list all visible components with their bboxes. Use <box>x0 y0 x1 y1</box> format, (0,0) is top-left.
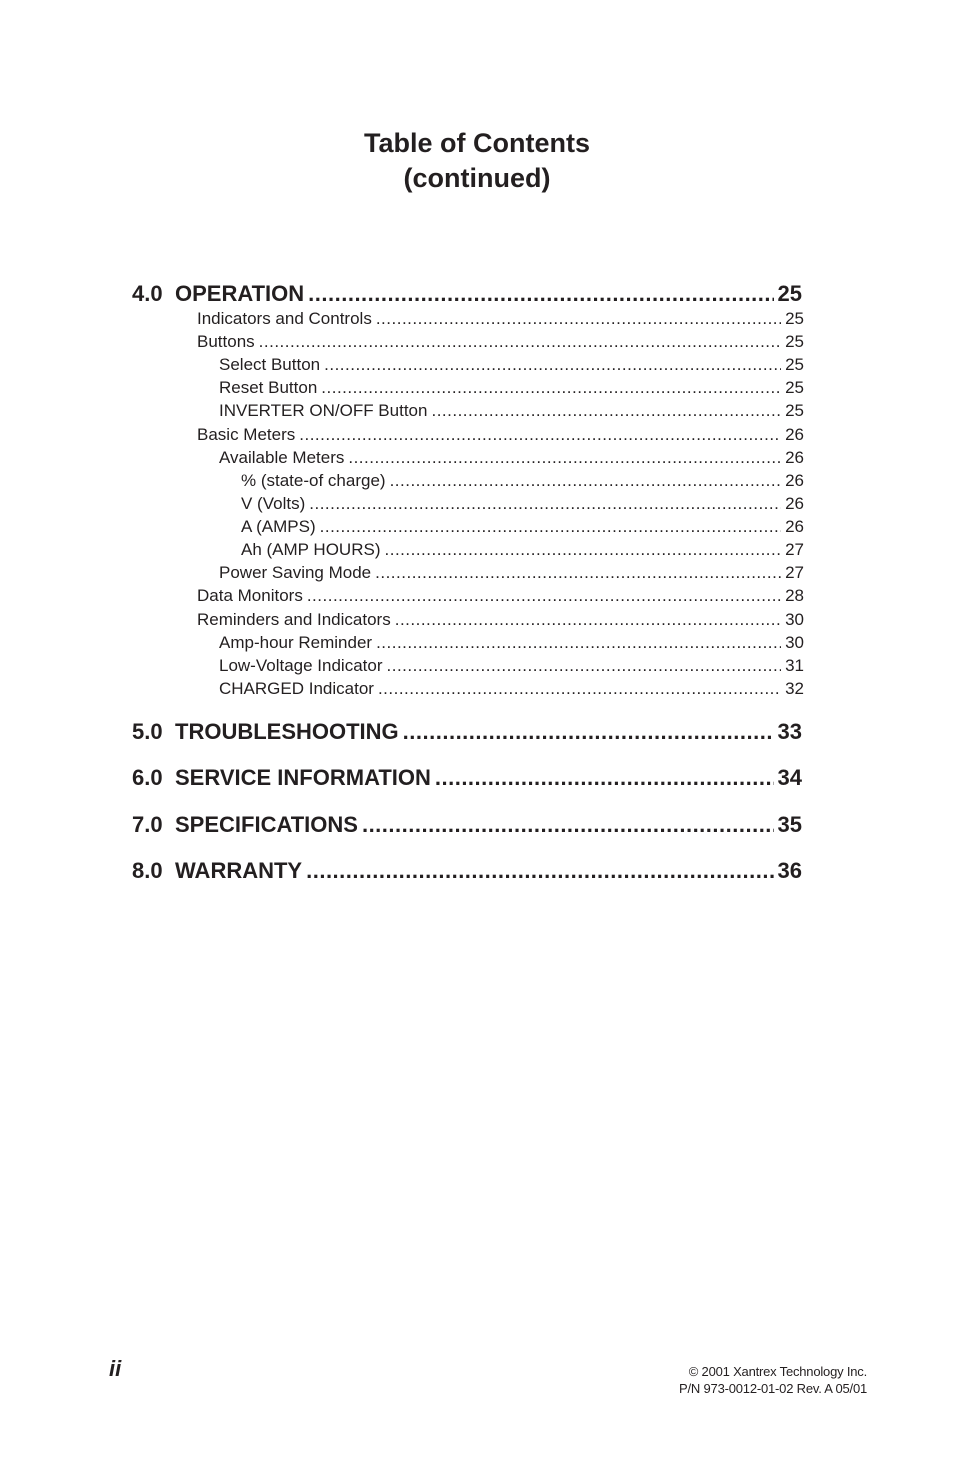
dot-leader <box>378 678 781 700</box>
toc-page-number: 34 <box>777 765 802 790</box>
toc-entry-label <box>197 585 303 607</box>
toc-entry-label <box>219 655 383 677</box>
toc-section-number: 6.0 <box>132 765 163 790</box>
toc-entry-label <box>241 493 305 515</box>
toc-entry[interactable] <box>241 516 804 538</box>
toc-entry-label <box>219 377 317 399</box>
toc-entry-label <box>219 447 344 469</box>
toc-page-number: 35 <box>777 812 802 837</box>
toc-page-number: 25 <box>785 332 804 351</box>
toc-entry-text: TROUBLESHOOTING <box>175 719 399 744</box>
toc-page-number: 25 <box>785 378 804 397</box>
toc-page-number: 27 <box>785 540 804 559</box>
toc-page-number: 26 <box>785 425 804 444</box>
dot-leader <box>259 331 781 353</box>
dot-leader <box>435 765 774 791</box>
dot-leader <box>320 516 781 538</box>
toc-section-number: 4.0 <box>132 281 163 306</box>
toc-page-number: 25 <box>777 281 802 306</box>
dot-leader <box>385 539 782 561</box>
toc-entry-label <box>197 424 295 446</box>
toc-section-number: 8.0 <box>132 858 163 883</box>
toc-entry-text: Low-Voltage Indicator <box>219 656 383 675</box>
toc-entry-label <box>219 678 374 700</box>
toc-page-number: 25 <box>785 309 804 328</box>
toc-entry-text: SERVICE INFORMATION <box>175 765 431 790</box>
dot-leader <box>307 585 781 607</box>
toc-page-number: 27 <box>785 563 804 582</box>
toc-entry-label <box>197 308 372 330</box>
toc-entry-text: Reminders and Indicators <box>197 610 391 629</box>
toc-entry-text: % (state-of charge) <box>241 471 386 490</box>
toc-entry[interactable] <box>219 562 804 584</box>
toc-entry-text: Amp-hour Reminder <box>219 633 373 652</box>
toc-entry-text: WARRANTY <box>175 858 303 883</box>
toc-section-number: 7.0 <box>132 812 163 837</box>
toc-entry[interactable] <box>219 655 804 677</box>
toc-page-number: 30 <box>785 610 804 629</box>
toc-page-number: 26 <box>785 448 804 467</box>
toc-entry[interactable] <box>197 609 804 631</box>
toc-entry[interactable] <box>241 470 804 492</box>
toc-entry-text: Ah (AMP HOURS) <box>241 540 381 559</box>
dot-leader <box>376 308 781 330</box>
toc-entry[interactable] <box>219 354 804 376</box>
toc-page-number: 32 <box>785 679 804 698</box>
toc-entry-label <box>132 765 431 791</box>
toc-page-number: 36 <box>777 858 802 883</box>
toc-entry-text: CHARGED Indicator <box>219 679 374 698</box>
toc-entry-label <box>132 719 399 745</box>
toc-entry-label <box>241 539 381 561</box>
toc-entry[interactable] <box>197 308 804 330</box>
toc-section-entry[interactable] <box>132 719 802 745</box>
toc-entry-label <box>132 281 304 307</box>
copyright-text: © 2001 Xantrex Technology Inc. <box>688 1364 867 1379</box>
toc-entry-text: Reset Button <box>219 378 318 397</box>
page-number: ii <box>109 1356 122 1381</box>
toc-entry-text: A (AMPS) <box>241 517 316 536</box>
toc-entry-text: V (Volts) <box>241 494 306 513</box>
toc-entry[interactable] <box>241 539 804 561</box>
toc-entry-label <box>197 331 255 353</box>
toc-entry-text: Basic Meters <box>197 425 296 444</box>
part-number-text: P/N 973-0012-01-02 Rev. A 05/01 <box>679 1381 867 1396</box>
dot-leader <box>309 493 781 515</box>
toc-entry[interactable] <box>241 493 804 515</box>
toc-entry-text: Data Monitors <box>197 586 303 605</box>
toc-entry[interactable] <box>219 377 804 399</box>
toc-entry[interactable] <box>197 331 804 353</box>
toc-entry-text: OPERATION <box>175 281 305 306</box>
toc-section-number: 5.0 <box>132 719 163 744</box>
dot-leader <box>375 562 781 584</box>
dot-leader <box>308 281 773 307</box>
dot-leader <box>324 354 781 376</box>
toc-entry-text: Indicators and Controls <box>197 309 372 328</box>
toc-entry-label <box>219 632 372 654</box>
toc-entry-label <box>219 354 320 376</box>
dot-leader <box>362 812 774 838</box>
toc-page-number: 30 <box>785 633 804 652</box>
page-title <box>0 126 954 196</box>
toc-entry-label <box>219 400 427 422</box>
toc-entry-label <box>219 562 371 584</box>
toc-section-entry[interactable] <box>132 281 802 307</box>
dot-leader <box>387 655 782 677</box>
toc-page-number: 25 <box>785 355 804 374</box>
toc-entry-text: Power Saving Mode <box>219 563 372 582</box>
footer-info <box>679 1363 867 1397</box>
toc-entry-label <box>132 812 358 838</box>
toc-entry-text: SPECIFICATIONS <box>175 812 358 837</box>
toc-entry[interactable] <box>197 424 804 446</box>
toc-page-number: 25 <box>785 401 804 420</box>
toc-entry-text: Available Meters <box>219 448 345 467</box>
toc-entry-text: INVERTER ON/OFF Button <box>219 401 428 420</box>
toc-section-entry[interactable] <box>132 765 802 791</box>
dot-leader <box>431 400 781 422</box>
dot-leader <box>348 447 781 469</box>
dot-leader <box>299 424 781 446</box>
toc-page-number: 26 <box>785 517 804 536</box>
toc-entry[interactable] <box>219 632 804 654</box>
dot-leader <box>403 719 774 745</box>
toc-page-number: 28 <box>785 586 804 605</box>
toc-entry-label <box>197 609 391 631</box>
dot-leader <box>376 632 781 654</box>
toc-entry-text: Buttons <box>197 332 255 351</box>
toc-entry-label <box>132 858 302 884</box>
toc-section-entry[interactable] <box>132 858 802 884</box>
toc-page-number: 31 <box>785 656 804 675</box>
dot-leader <box>395 609 781 631</box>
toc-entry-label <box>241 516 316 538</box>
toc-section-entry[interactable] <box>132 812 802 838</box>
toc-page-number: 26 <box>785 471 804 490</box>
toc-entry[interactable] <box>197 585 804 607</box>
toc-page-number: 33 <box>777 719 802 744</box>
toc-entry[interactable] <box>219 447 804 469</box>
page-title-line1: Table of Contents <box>364 128 590 158</box>
page-title-line2: (continued) <box>403 163 551 193</box>
toc-page-number: 26 <box>785 494 804 513</box>
toc-entry-text: Select Button <box>219 355 321 374</box>
dot-leader <box>306 858 773 884</box>
toc-entry-label <box>241 470 386 492</box>
toc-entry[interactable] <box>219 678 804 700</box>
dot-leader <box>390 470 782 492</box>
dot-leader <box>321 377 781 399</box>
toc-entry[interactable] <box>219 400 804 422</box>
